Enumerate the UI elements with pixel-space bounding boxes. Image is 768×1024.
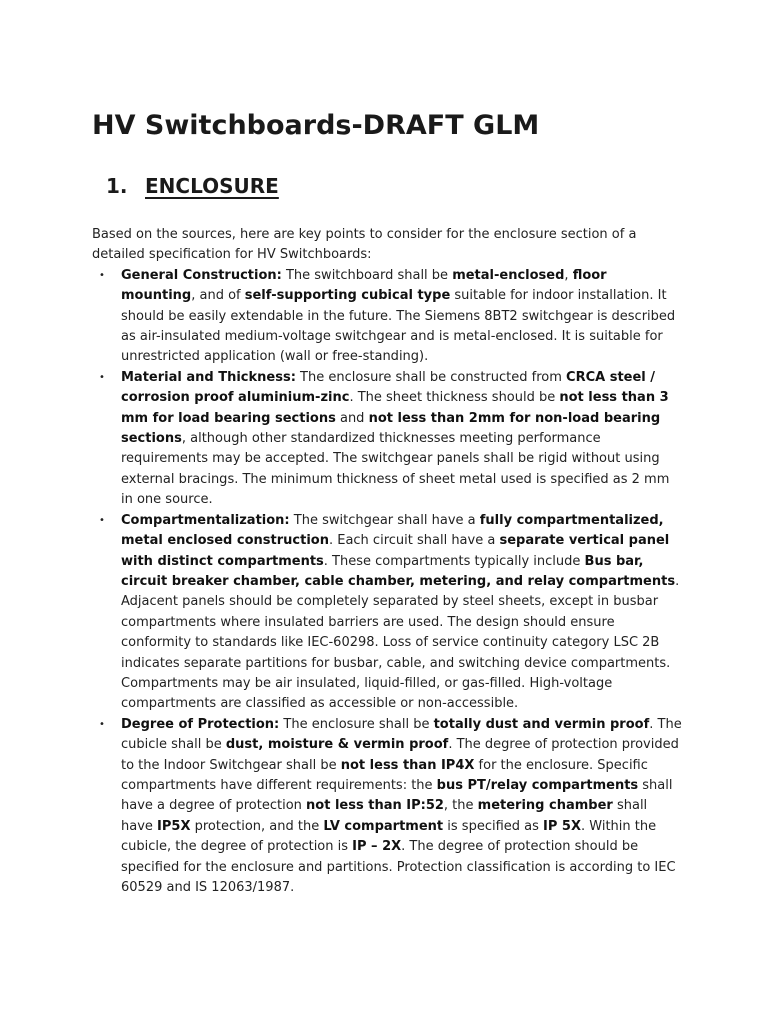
document-title: HV Switchboards-DRAFT GLM <box>92 110 540 141</box>
emphasis-text: self-supporting cubical type <box>244 288 451 304</box>
body-text: The switchboard shall be <box>281 267 453 283</box>
bullet-marker: • <box>99 269 105 281</box>
emphasis-text: IP – 2X <box>352 839 402 855</box>
emphasis-text: IP 5X <box>543 818 581 834</box>
key-point-heading: General Construction: <box>121 267 282 283</box>
emphasis-text: floor mounting <box>121 267 607 304</box>
emphasis-text: LV compartment <box>323 818 444 834</box>
key-point-item <box>92 368 682 511</box>
body-text: , although other standardized thicknesses meeting performance requirements may be accepted. The switchgear panels shall be rigid without using external bracings. The minimum thickness of sheet metal used is specified as 2 mm in one source. <box>121 431 670 508</box>
key-point-item <box>92 266 682 368</box>
bullet-marker: • <box>99 371 105 383</box>
body-text: shall have <box>121 798 648 834</box>
section-body <box>92 225 682 898</box>
body-text: , the <box>443 798 478 814</box>
body-text: shall have a degree of protection <box>121 777 673 814</box>
bullet-marker: • <box>99 718 105 730</box>
emphasis-text: Bus bar, circuit breaker chamber, cable chamber, metering, and relay compartments <box>121 553 676 589</box>
emphasis-text: CRCA steel / corrosion proof aluminium-zinc <box>121 369 656 406</box>
body-text: , and of <box>191 288 245 304</box>
emphasis-text: dust, moisture & vermin proof <box>225 737 449 753</box>
body-text: . Within the cubicle, the degree of protection is <box>121 818 657 855</box>
body-text: . The sheet thickness should be <box>349 390 560 406</box>
body-text: . The cubicle shall be <box>121 716 682 753</box>
intro-paragraph: Based on the sources, here are key points to consider for the enclosure section of a detailed specification for HV Switchboards: <box>92 227 637 263</box>
body-text: protection, and the <box>190 818 324 834</box>
emphasis-text: metal-enclosed <box>452 267 565 283</box>
section-number: 1. <box>106 174 128 198</box>
emphasis-text: IP5X <box>157 818 191 834</box>
bullet-marker: • <box>99 514 105 526</box>
key-point-item <box>92 715 682 899</box>
body-text: . Each circuit shall have a <box>328 533 500 549</box>
emphasis-text: not less than IP4X <box>340 757 475 773</box>
emphasis-text: separate vertical panel with distinct compartments <box>121 533 670 569</box>
emphasis-text: bus PT/relay compartments <box>436 777 639 793</box>
emphasis-text: not less than 2mm for non-load bearing sections <box>121 410 661 447</box>
body-text: . The degree of protection should be specified for the enclosure and partitions. Protection classification is according to IEC 60529 and IS 12063/1987. <box>121 839 676 895</box>
body-text: and <box>335 410 369 426</box>
body-text: . The degree of protection provided to the Indoor Switchgear shall be <box>121 737 679 773</box>
body-text: , <box>564 267 573 283</box>
emphasis-text: totally dust and vermin proof <box>433 716 650 732</box>
key-point-heading: Compartmentalization: <box>121 512 290 528</box>
key-points-list <box>92 266 682 899</box>
body-text: The enclosure shall be <box>279 716 434 732</box>
section-title: ENCLOSURE <box>145 174 279 198</box>
body-text: The switchgear shall have a <box>289 512 480 528</box>
body-text: The enclosure shall be constructed from <box>295 369 567 385</box>
section-heading <box>106 174 279 198</box>
key-point-heading: Degree of Protection: <box>121 716 280 732</box>
key-point-heading: Material and Thickness: <box>121 369 296 385</box>
body-text: . Adjacent panels should be completely separated by steel sheets, except in busbar compartments where insulated barriers are used. The design should ensure conformity to standards like IEC-60298. Loss of service continuity category LSC 2B indicates separate partitions for busbar, cable, and switching device compartments. Compartments may be air insulated, liquid-filled, or gas-filled. High-voltage compartments are classified as accessible or non-accessible. <box>121 573 680 712</box>
body-text: suitable for indoor installation. It should be easily extendable in the future. The Siemens 8BT2 switchgear is described as air-insulated medium-voltage switchgear and is metal-enclosed. It is suitable for unrestricted application (wall or free-standing). <box>121 288 676 365</box>
emphasis-text: metering chamber <box>477 798 613 814</box>
body-text: is specified as <box>443 818 544 834</box>
body-text: for the enclosure. Specific compartments have different requirements: the <box>121 757 648 793</box>
emphasis-text: not less than 3 mm for load bearing sections <box>121 390 669 426</box>
body-text: . These compartments typically include <box>323 553 585 569</box>
key-point-item <box>92 511 682 715</box>
emphasis-text: not less than IP:52 <box>306 798 444 814</box>
emphasis-text: fully compartmentalized, metal enclosed construction <box>121 512 664 549</box>
